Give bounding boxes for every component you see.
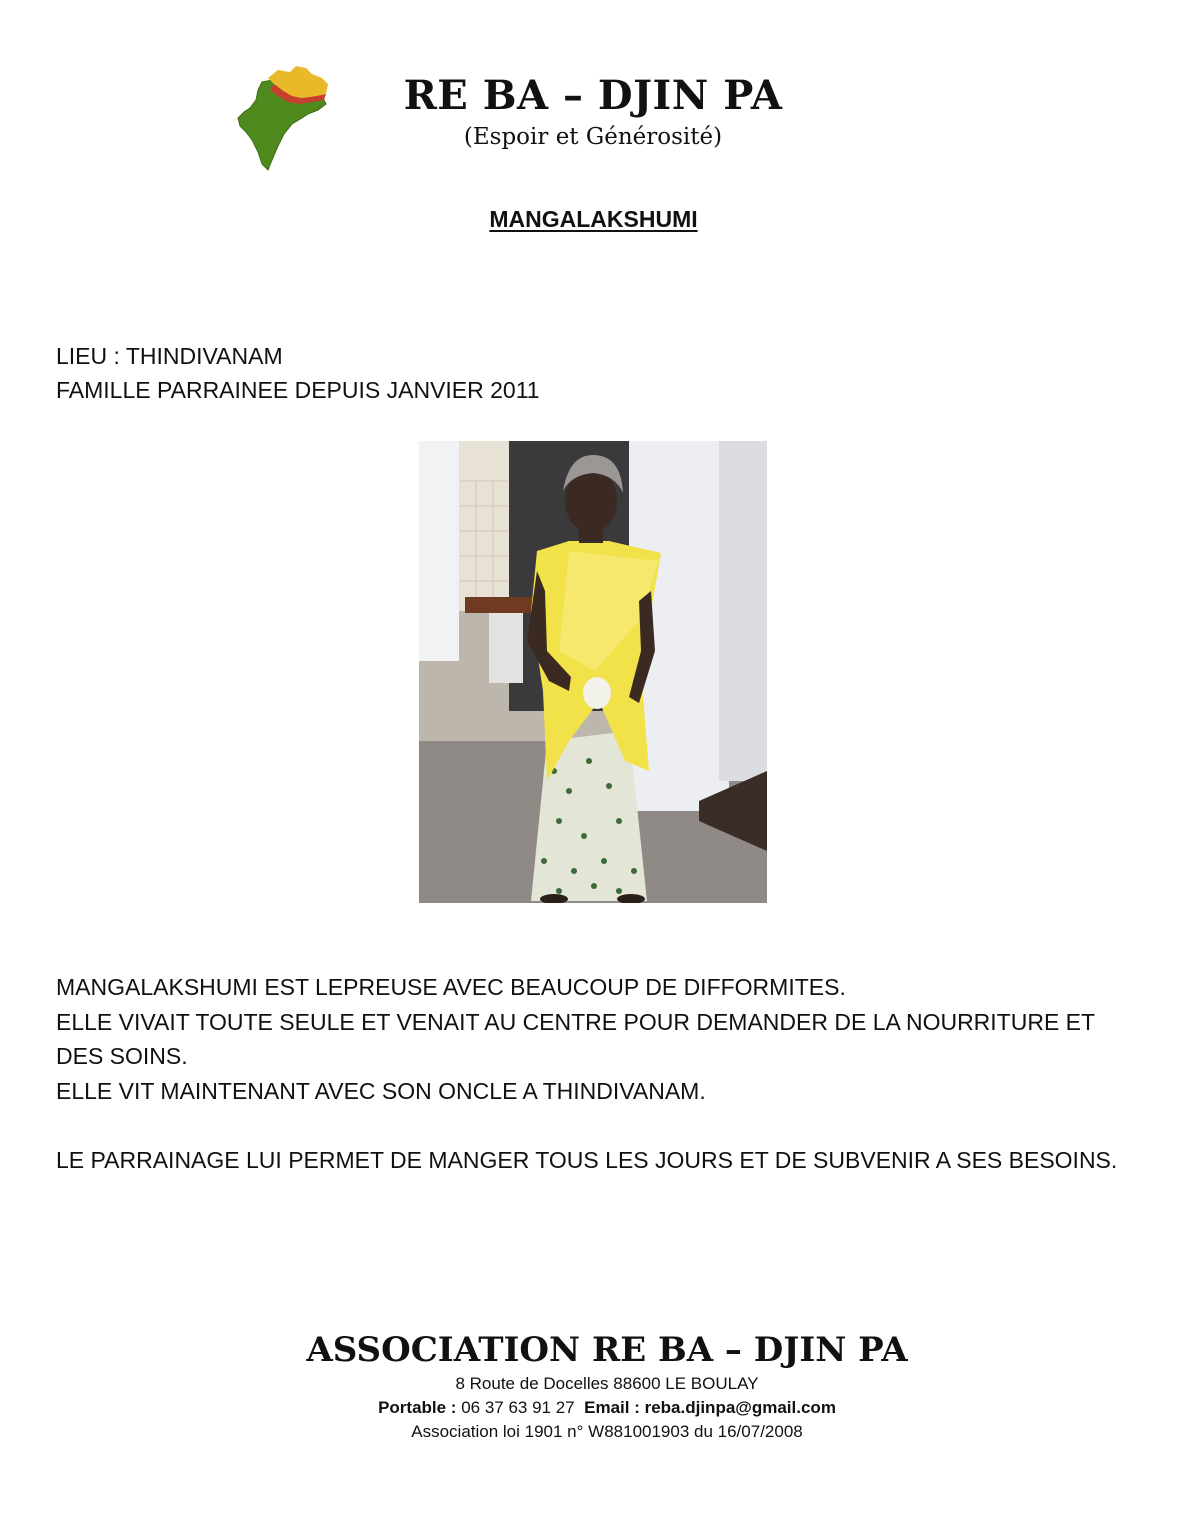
- email-address[interactable]: reba.djinpa@gmail.com: [644, 1398, 836, 1417]
- footer-association-title: ASSOCIATION RE BA – DJIN PA: [306, 1330, 908, 1370]
- phone-label: Portable :: [378, 1398, 457, 1417]
- footer-address: 8 Route de Docelles 88600 LE BOULAY: [455, 1374, 759, 1393]
- sponsorship-date-line: FAMILLE PARRAINEE DEPUIS JANVIER 2011: [56, 377, 540, 403]
- email-label: Email :: [584, 1398, 640, 1417]
- description-paragraph-4: LE PARRAINAGE LUI PERMET DE MANGER TOUS LES JOURS ET DE SUBVENIR A SES BESOINS.: [56, 1147, 1118, 1173]
- organization-subtitle: (Espoir et Générosité): [463, 124, 723, 150]
- description-paragraph-1: MANGALAKSHUMI EST LEPREUSE AVEC BEAUCOUP DE DIFFORMITES.: [56, 974, 846, 1000]
- organization-title: RE BA – DJIN PA: [403, 72, 783, 119]
- description-paragraph-3: ELLE VIT MAINTENANT AVEC SON ONCLE A THINDIVANAM.: [56, 1078, 706, 1104]
- description-paragraph-2: ELLE VIVAIT TOUTE SEULE ET VENAIT AU CENTRE POUR DEMANDER DE LA NOURRITURE ET DES SOINS.: [56, 1009, 1095, 1069]
- beneficiary-photo: [419, 441, 767, 903]
- footer-registration: Association loi 1901 n° W881001903 du 16/07/2008: [411, 1422, 803, 1441]
- beneficiary-name-heading: MANGALAKSHUMI: [489, 206, 698, 232]
- location-line: LIEU : THINDIVANAM: [56, 343, 283, 369]
- phone-number[interactable]: 06 37 63 91 27: [461, 1398, 575, 1417]
- footer-contact-line: [200, 1396, 1014, 1420]
